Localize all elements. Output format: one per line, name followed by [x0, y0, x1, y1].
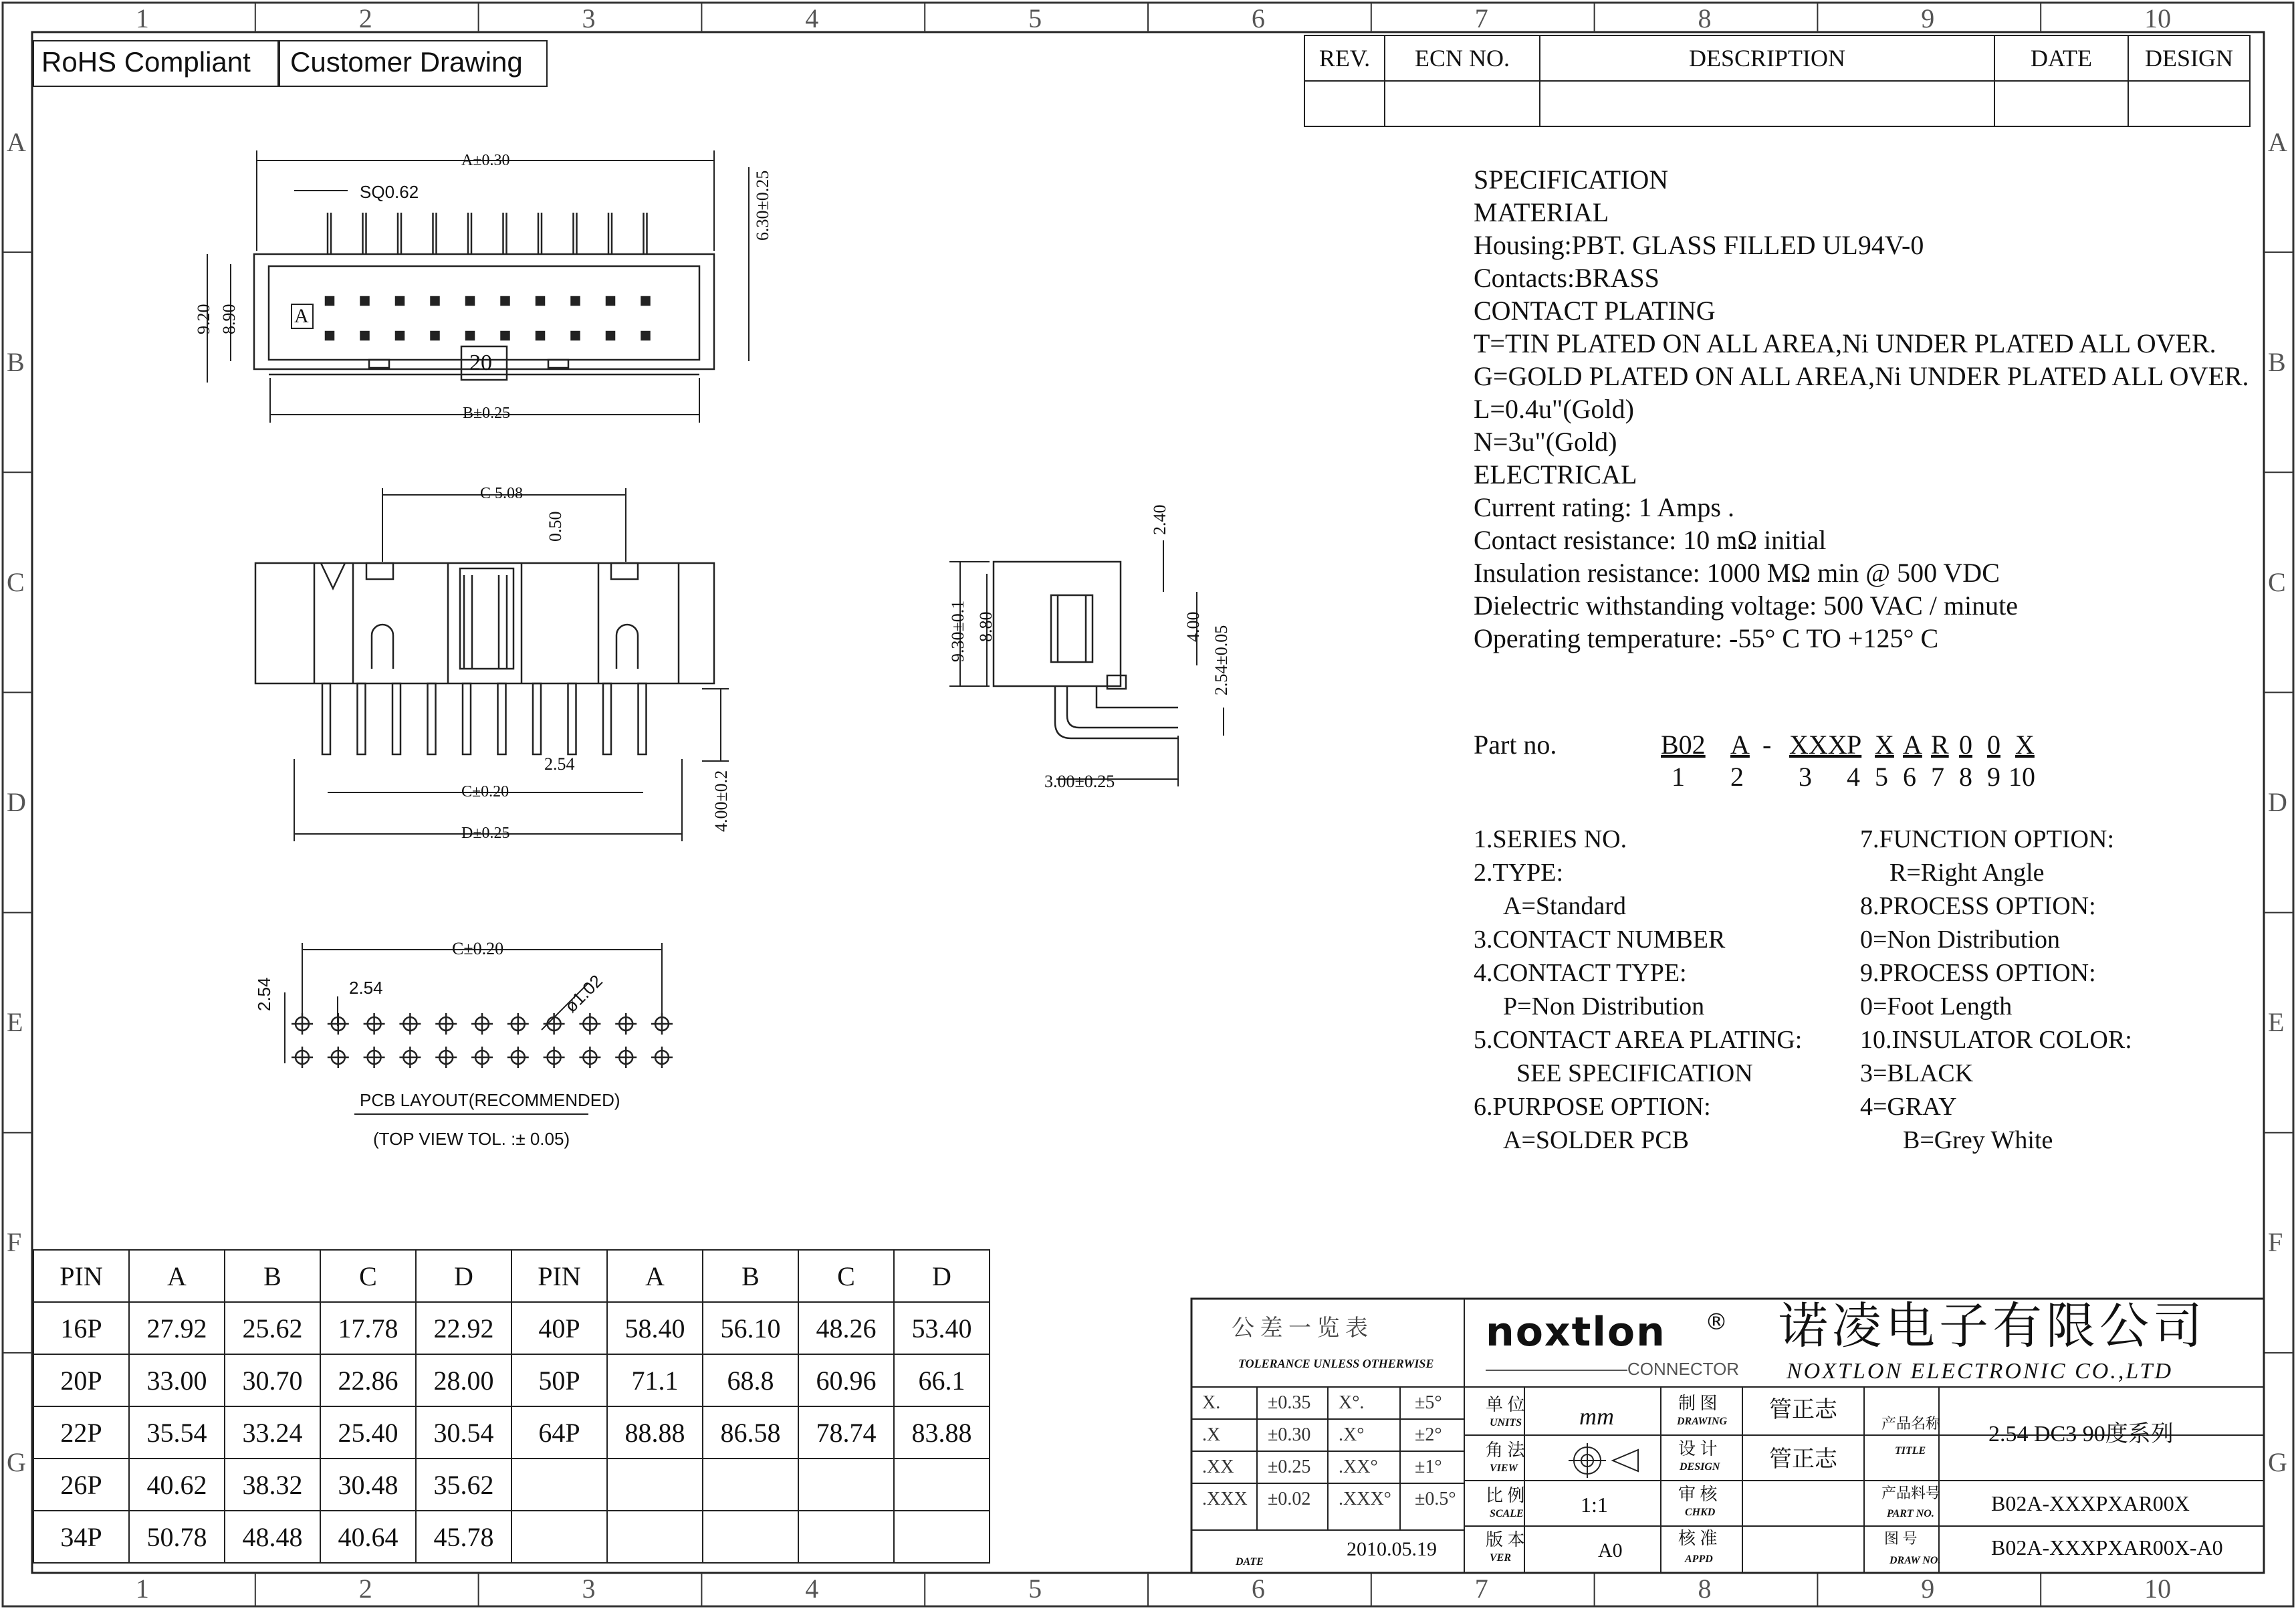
option-line: 9.PROCESS OPTION: — [1860, 959, 2096, 987]
zone-col-bottom: 10 — [2144, 1574, 2172, 1604]
option-line: 10.INSULATOR COLOR: — [1860, 1026, 2132, 1054]
zone-row-left: G — [7, 1447, 26, 1478]
part-code: XXX — [1789, 730, 1847, 760]
dim-cell — [703, 1511, 798, 1563]
dim-cell: 83.88 — [894, 1406, 990, 1459]
tolerance-cell: ±0.35 — [1268, 1392, 1311, 1413]
tolerance-cell: X. — [1202, 1392, 1221, 1413]
spec-line: Contacts:BRASS — [1474, 263, 1659, 293]
appd-label-en: APPD — [1685, 1553, 1713, 1565]
spec-line: N=3u"(Gold) — [1474, 427, 1617, 457]
dim-cell: 35.62 — [416, 1459, 511, 1511]
dim-cell: 53.40 — [894, 1302, 990, 1354]
part-code: B02 — [1661, 730, 1706, 760]
scale-value: 1:1 — [1581, 1493, 1608, 1517]
tolerance-cell: ±0.30 — [1268, 1424, 1311, 1445]
zone-col-top: 2 — [358, 3, 372, 33]
zone-row-right: A — [2268, 126, 2287, 157]
part-code-index: 4 — [1847, 762, 1860, 792]
zone-row-right: F — [2268, 1227, 2283, 1258]
dim-header-cell: B — [703, 1250, 798, 1302]
zone-col-bottom: 3 — [582, 1574, 596, 1604]
zone-row-left: B — [7, 346, 25, 377]
date-label: DATE — [1236, 1556, 1264, 1568]
scale-label-en: SCALE — [1490, 1508, 1524, 1519]
tolerance-cell: ±2° — [1415, 1424, 1442, 1445]
tolerance-cell: .XX° — [1339, 1457, 1378, 1477]
dim-cell — [798, 1511, 894, 1563]
side-dim-300: 3.00±0.25 — [1044, 772, 1115, 791]
zone-col-top: 5 — [1028, 3, 1042, 33]
dim-cell: 17.78 — [320, 1302, 416, 1354]
part-code-index: 7 — [1931, 762, 1944, 792]
part-code-index: 8 — [1959, 762, 1972, 792]
title-label-en: TITLE — [1895, 1445, 1926, 1457]
dim-cell: 25.40 — [320, 1406, 416, 1459]
ver-label-cn: 版 本 — [1486, 1530, 1525, 1549]
spec-line: SPECIFICATION — [1474, 165, 1669, 195]
ver-value: A0 — [1598, 1539, 1623, 1562]
dim-header-cell: PIN — [511, 1250, 607, 1302]
date-header: DATE — [1994, 35, 2128, 81]
part-code-index: 2 — [1730, 762, 1744, 792]
pcb-dim-c: C±0.20 — [452, 939, 504, 958]
company-name-en: NOXTLON ELECTRONIC CO.,LTD — [1787, 1359, 2174, 1384]
side-dim-240: 2.40 — [1150, 504, 1169, 535]
zone-col-bottom: 4 — [805, 1574, 819, 1604]
dim-cell: 22.92 — [416, 1302, 511, 1354]
pcb-dim-pitch-v: 2.54 — [254, 977, 274, 1011]
dim-cell: 30.54 — [416, 1406, 511, 1459]
drawno-value: B02A-XXXPXAR00X-A0 — [1991, 1535, 2223, 1560]
part-code: P — [1847, 730, 1862, 760]
partno-label-cn: 产品料号 — [1881, 1485, 1941, 1501]
units-label-en: UNITS — [1490, 1417, 1522, 1428]
design-value: 管正志 — [1769, 1447, 1837, 1472]
part-code: 0 — [1987, 730, 2000, 760]
option-line: 4=GRAY — [1860, 1093, 1957, 1121]
tolerance-cell: ±1° — [1415, 1457, 1442, 1477]
dim-cell: 88.88 — [607, 1406, 703, 1459]
scale-label-cn: 比 例 — [1486, 1486, 1525, 1505]
zone-row-left: F — [7, 1227, 22, 1258]
spec-line: CONTACT PLATING — [1474, 296, 1716, 326]
dim-cell — [511, 1511, 607, 1563]
dim-cell: 16P — [33, 1302, 129, 1354]
pcb-dim-pitch-h: 2.54 — [349, 978, 383, 998]
view-label-en: VIEW — [1490, 1463, 1518, 1474]
date-value: 2010.05.19 — [1347, 1538, 1437, 1560]
dim-cell: 20P — [33, 1354, 129, 1406]
tolerance-title-en: TOLERANCE UNLESS OTHERWISE — [1238, 1357, 1434, 1370]
title-value: 2.54 DC3 90度系列 — [1988, 1422, 2174, 1446]
option-line: R=Right Angle — [1889, 859, 2045, 887]
front-dim-c: C±0.20 — [461, 783, 509, 800]
zone-row-right: G — [2268, 1447, 2287, 1478]
tolerance-title-cn: 公 差 一 览 表 — [1232, 1316, 1368, 1341]
spec-line: Current rating: 1 Amps . — [1474, 492, 1734, 522]
part-code-index: 9 — [1987, 762, 2000, 792]
dim-cell: 40.62 — [129, 1459, 225, 1511]
dim-cell: 28.00 — [416, 1354, 511, 1406]
tolerance-cell: ±0.25 — [1268, 1457, 1311, 1477]
dim-cell: 30.70 — [225, 1354, 320, 1406]
dim-cell: 26P — [33, 1459, 129, 1511]
zone-col-top: 6 — [1251, 3, 1265, 33]
zone-row-left: A — [7, 126, 26, 157]
dim-header-cell: A — [607, 1250, 703, 1302]
design-label-en: DESIGN — [1680, 1461, 1720, 1473]
top-dim-920: 9.20 — [194, 304, 213, 334]
dim-header-cell: D — [894, 1250, 990, 1302]
dimension-table — [33, 1249, 990, 1564]
dim-cell: 40P — [511, 1302, 607, 1354]
pin-count-marker: 20 — [469, 350, 492, 375]
dim-cell: 30.48 — [320, 1459, 416, 1511]
logo-subtitle: CONNECTOR — [1627, 1359, 1740, 1379]
spec-line: T=TIN PLATED ON ALL AREA,Ni UNDER PLATED ALL OVER. — [1474, 328, 2216, 358]
top-dim-a: A±0.30 — [461, 152, 510, 169]
dim-header-cell: D — [416, 1250, 511, 1302]
option-line: 4.CONTACT TYPE: — [1474, 959, 1687, 987]
dim-cell: 22P — [33, 1406, 129, 1459]
front-dim-254: 2.54 — [544, 754, 575, 774]
dim-cell: 35.54 — [129, 1406, 225, 1459]
zone-col-top: 3 — [582, 3, 596, 33]
side-dim-930: 9.30±0.1 — [948, 600, 967, 662]
zone-row-left: C — [7, 566, 25, 597]
front-dim-400: 4.00±0.2 — [711, 770, 731, 832]
dim-cell — [607, 1459, 703, 1511]
option-line: 5.CONTACT AREA PLATING: — [1474, 1026, 1803, 1054]
part-no-label: Part no. — [1474, 730, 1557, 760]
design-label-cn: 设 计 — [1678, 1439, 1718, 1459]
tolerance-cell: .X° — [1339, 1424, 1365, 1445]
tolerance-cell: X°. — [1339, 1392, 1365, 1413]
dim-cell: 34P — [33, 1511, 129, 1563]
front-dim-050: 0.50 — [546, 511, 565, 542]
option-line: 6.PURPOSE OPTION: — [1474, 1093, 1711, 1121]
units-value: mm — [1579, 1403, 1614, 1430]
spec-line: Contact resistance: 10 mΩ initial — [1474, 525, 1827, 555]
ver-label-en: VER — [1490, 1552, 1512, 1564]
dim-cell — [894, 1511, 990, 1563]
zone-row-right: C — [2268, 566, 2286, 597]
rohs-label: RoHS Compliant — [41, 46, 251, 78]
design-header: DESIGN — [2128, 35, 2250, 81]
dim-cell: 58.40 — [607, 1302, 703, 1354]
part-code: - — [1762, 730, 1772, 760]
zone-row-left: E — [7, 1007, 23, 1038]
zone-col-top: 4 — [805, 3, 819, 33]
dim-header-cell: PIN — [33, 1250, 129, 1302]
dim-header-cell: A — [129, 1250, 225, 1302]
dim-header-cell: C — [320, 1250, 416, 1302]
part-code-index: 6 — [1903, 762, 1916, 792]
zone-row-left: D — [7, 787, 26, 817]
dim-cell: 48.26 — [798, 1302, 894, 1354]
dim-cell — [798, 1459, 894, 1511]
part-code: X — [1875, 730, 1894, 760]
pcb-layout-tolerance: (TOP VIEW TOL. :± 0.05) — [373, 1129, 570, 1149]
drawing-value: 管正志 — [1769, 1398, 1837, 1422]
zone-col-bottom: 8 — [1698, 1574, 1712, 1604]
drawno-label-cn: 图 号 — [1884, 1530, 1918, 1547]
appd-label-cn: 核 准 — [1678, 1529, 1718, 1548]
dim-header-cell: C — [798, 1250, 894, 1302]
dim-cell: 68.8 — [703, 1354, 798, 1406]
ecn-header: ECN NO. — [1385, 35, 1540, 81]
option-line: 8.PROCESS OPTION: — [1860, 892, 2096, 920]
option-line: A=Standard — [1503, 892, 1626, 920]
dim-cell: 33.24 — [225, 1406, 320, 1459]
zone-col-bottom: 1 — [135, 1574, 149, 1604]
tolerance-cell: ±5° — [1415, 1392, 1442, 1413]
drawing-label-cn: 制 图 — [1678, 1394, 1718, 1413]
zone-col-top: 10 — [2144, 3, 2172, 33]
spec-line: G=GOLD PLATED ON ALL AREA,Ni UNDER PLATED ALL OVER. — [1474, 361, 2249, 391]
title-label-cn: 产品名称 — [1881, 1415, 1941, 1432]
option-line: 1.SERIES NO. — [1474, 825, 1627, 853]
chkd-label-cn: 审 核 — [1678, 1485, 1718, 1504]
tolerance-cell: ±0.02 — [1268, 1489, 1311, 1509]
option-line: 7.FUNCTION OPTION: — [1860, 825, 2114, 853]
option-line: 3.CONTACT NUMBER — [1474, 926, 1726, 954]
part-code: R — [1931, 730, 1949, 760]
pcb-layout-title: PCB LAYOUT(RECOMMENDED) — [360, 1090, 620, 1110]
view-label-cn: 角 法 — [1486, 1440, 1525, 1460]
part-code: A — [1903, 730, 1922, 760]
options-left — [1474, 823, 1802, 1157]
zone-col-bottom: 2 — [358, 1574, 372, 1604]
top-dim-890: 8.90 — [219, 304, 239, 334]
dim-cell: 48.48 — [225, 1511, 320, 1563]
logo-registered-icon: ® — [1705, 1309, 1728, 1335]
pin-one-marker: A — [294, 305, 309, 327]
dim-cell: 64P — [511, 1406, 607, 1459]
front-dim-d: D±0.25 — [461, 825, 510, 842]
spec-line: L=0.4u"(Gold) — [1474, 394, 1634, 424]
zone-col-top: 9 — [1921, 3, 1935, 33]
spec-line: Housing:PBT. GLASS FILLED UL94V-0 — [1474, 230, 1924, 260]
option-line: 2.TYPE: — [1474, 859, 1564, 887]
specification-block — [1474, 163, 2249, 655]
option-line: 3=BLACK — [1860, 1059, 1974, 1087]
part-code-index: 3 — [1799, 762, 1812, 792]
zone-row-right: E — [2268, 1007, 2285, 1038]
dim-cell: 71.1 — [607, 1354, 703, 1406]
zone-col-bottom: 7 — [1474, 1574, 1488, 1604]
options-right — [1860, 823, 2132, 1157]
option-line: B=Grey White — [1903, 1126, 2053, 1154]
partno-label-en: PART NO. — [1887, 1508, 1934, 1519]
dim-cell: 50P — [511, 1354, 607, 1406]
dim-cell — [894, 1459, 990, 1511]
spec-line: MATERIAL — [1474, 197, 1609, 227]
dim-cell: 56.10 — [703, 1302, 798, 1354]
option-line: 0=Foot Length — [1860, 992, 2013, 1021]
zone-col-top: 7 — [1474, 3, 1488, 33]
part-code-index: 5 — [1875, 762, 1888, 792]
dim-cell: 25.62 — [225, 1302, 320, 1354]
dim-cell: 66.1 — [894, 1354, 990, 1406]
drawno-label-en: DRAW NO. — [1889, 1555, 1941, 1566]
pcb-hole-dia: ø1.02 — [560, 970, 606, 1016]
option-line: P=Non Distribution — [1503, 992, 1705, 1021]
zone-col-bottom: 6 — [1251, 1574, 1265, 1604]
dim-cell — [511, 1459, 607, 1511]
dim-cell: 27.92 — [129, 1302, 225, 1354]
dim-cell: 78.74 — [798, 1406, 894, 1459]
tolerance-cell: .X — [1202, 1424, 1221, 1445]
zone-col-top: 8 — [1698, 3, 1712, 33]
part-code: A — [1730, 730, 1750, 760]
top-dim-b: B±0.25 — [463, 405, 511, 422]
front-dim-pitch-group: C 5.08 — [480, 485, 524, 502]
dim-cell: 33.00 — [129, 1354, 225, 1406]
option-line: A=SOLDER PCB — [1503, 1126, 1689, 1154]
top-dim-sq: SQ0.62 — [360, 182, 419, 202]
part-code: 0 — [1959, 730, 1972, 760]
description-header: DESCRIPTION — [1540, 35, 1994, 81]
side-dim-254: 2.54±0.05 — [1212, 625, 1231, 695]
dim-cell — [607, 1511, 703, 1563]
dim-cell: 50.78 — [129, 1511, 225, 1563]
zone-col-bottom: 5 — [1028, 1574, 1042, 1604]
tolerance-cell: .XX — [1202, 1457, 1234, 1477]
drawing-label-en: DRAWING — [1677, 1416, 1727, 1427]
dim-cell: 45.78 — [416, 1511, 511, 1563]
zone-row-right: D — [2268, 787, 2287, 817]
logo-wordmark: noxtlon — [1486, 1309, 1666, 1356]
zone-row-right: B — [2268, 346, 2286, 377]
spec-line: Insulation resistance: 1000 MΩ min @ 500 VDC — [1474, 558, 2000, 588]
dim-cell — [703, 1459, 798, 1511]
part-code-index: 10 — [2008, 762, 2035, 792]
zone-col-top: 1 — [135, 3, 149, 33]
zone-col-bottom: 9 — [1921, 1574, 1935, 1604]
dim-cell: 22.86 — [320, 1354, 416, 1406]
option-line: SEE SPECIFICATION — [1516, 1059, 1753, 1087]
dim-cell: 40.64 — [320, 1511, 416, 1563]
tolerance-cell: .XXX° — [1339, 1489, 1391, 1509]
chkd-label-en: CHKD — [1685, 1507, 1716, 1518]
tolerance-cell: ±0.5° — [1415, 1489, 1456, 1509]
company-name-cn: 诺凌电子有限公司 — [1778, 1297, 2206, 1355]
rev-header: REV. — [1304, 35, 1385, 81]
part-code: X — [2015, 730, 2035, 760]
revision-table — [1304, 35, 2251, 127]
dim-header-cell: B — [225, 1250, 320, 1302]
logo-rule — [1486, 1370, 1627, 1371]
tolerance-cell: .XXX — [1202, 1489, 1248, 1509]
doc-type-label: Customer Drawing — [290, 46, 523, 78]
dim-cell: 86.58 — [703, 1406, 798, 1459]
top-dim-height: 6.30±0.25 — [753, 170, 772, 241]
dim-cell: 38.32 — [225, 1459, 320, 1511]
dim-cell: 60.96 — [798, 1354, 894, 1406]
units-label-cn: 单 位 — [1486, 1395, 1525, 1414]
side-dim-400: 4.00 — [1183, 611, 1203, 642]
spec-line: ELECTRICAL — [1474, 459, 1637, 490]
partno-value: B02A-XXXPXAR00X — [1991, 1491, 2190, 1515]
side-dim-880: 8.80 — [976, 611, 996, 642]
spec-line: Dielectric withstanding voltage: 500 VAC / minute — [1474, 591, 2018, 621]
part-code-index: 1 — [1672, 762, 1685, 792]
option-line: 0=Non Distribution — [1860, 926, 2061, 954]
spec-line: Operating temperature: -55° C TO +125° C — [1474, 623, 1939, 653]
